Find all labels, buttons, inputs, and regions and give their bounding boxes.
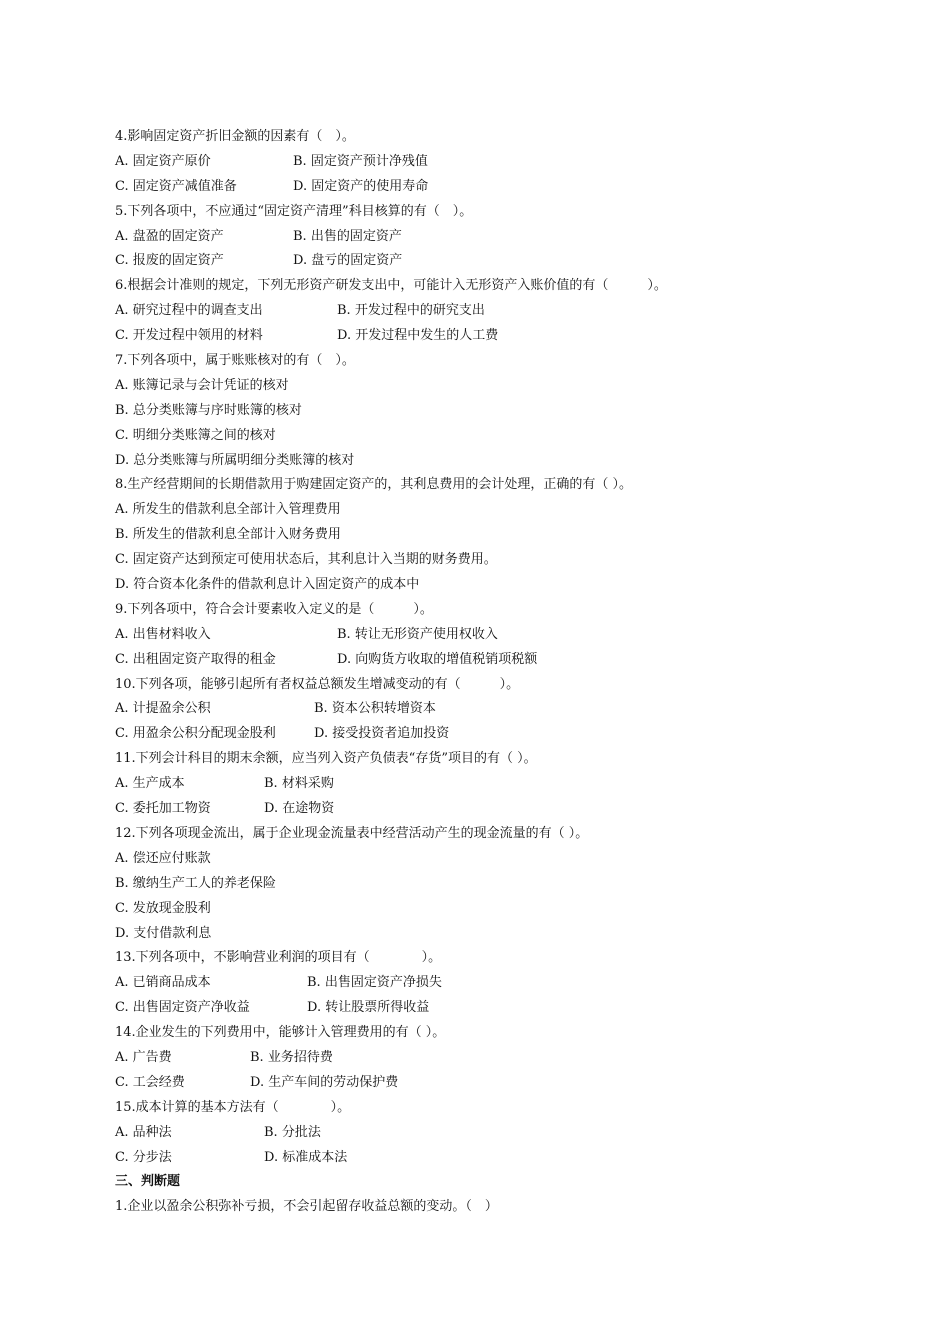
answer-option: A. 已销商品成本 (115, 975, 211, 991)
answer-option: D. 转让股票所得收益 (307, 1000, 430, 1016)
answer-option: A. 研究过程中的调查支出 (115, 303, 263, 319)
answer-option: C. 用盈余公积分配现金股利 (115, 726, 276, 742)
question-line: D. 支付借款利息 (115, 925, 212, 941)
answer-option: A. 计提盈余公积 (115, 701, 211, 717)
option-row (115, 249, 895, 274)
answer-option: B. 业务招待费 (250, 1049, 333, 1065)
answer-option: C. 工会经费 (115, 1074, 185, 1090)
answer-option: D. 盘亏的固定资产 (293, 253, 403, 269)
answer-option: D. 标准成本法 (264, 1149, 348, 1165)
question-line: 9.下列各项中，符合会计要素收入定义的是（ ）。 (115, 601, 433, 617)
question-line: B. 总分类账簿与序时账簿的核对 (115, 402, 302, 418)
answer-option: C. 委托加工物资 (115, 801, 211, 817)
answer-option: B. 转让无形资产使用权收入 (337, 626, 498, 642)
question-line: 8.生产经营期间的长期借款用于购建固定资产的，其利息费用的会计处理，正确的有（ ）。 (115, 477, 633, 493)
answer-option: A. 品种法 (115, 1124, 172, 1140)
answer-option: C. 固定资产减值准备 (115, 178, 237, 194)
option-row (115, 697, 895, 722)
question-line: C. 明细分类账簿之间的核对 (115, 427, 276, 443)
question-line: 5.下列各项中，不应通过“固定资产清理”科目核算的有（ ）。 (115, 203, 473, 219)
answer-option: B. 材料采购 (264, 776, 334, 792)
answer-option: B. 固定资产预计净残值 (293, 153, 428, 169)
option-row (115, 1146, 895, 1171)
answer-option: A. 出售材料收入 (115, 626, 211, 642)
question-line: B. 所发生的借款利息全部计入财务费用 (115, 527, 341, 543)
answer-option: C. 分步法 (115, 1149, 172, 1165)
answer-option: C. 报废的固定资产 (115, 253, 224, 269)
question-line: A. 偿还应付账款 (115, 850, 211, 866)
option-row (115, 175, 895, 200)
question-line: C. 发放现金股利 (115, 900, 211, 916)
answer-option: A. 广告费 (115, 1049, 172, 1065)
question-line: 6.根据会计准则的规定，下列无形资产研发支出中，可能计入无形资产入账价值的有（ ）。 (115, 278, 667, 294)
option-row (115, 996, 895, 1021)
answer-option: C. 出租固定资产取得的租金 (115, 651, 276, 667)
option-row (115, 623, 895, 648)
answer-option: A. 固定资产原价 (115, 153, 211, 169)
answer-option: B. 资本公积转增资本 (314, 701, 436, 717)
option-row (115, 971, 895, 996)
answer-option: D. 生产车间的劳动保护费 (250, 1074, 399, 1090)
question-line: 14.企业发生的下列费用中，能够计入管理费用的有（ ）。 (115, 1025, 446, 1041)
question-line: C. 固定资产达到预定可使用状态后，其利息计入当期的财务费用。 (115, 552, 497, 568)
answer-option: D. 接受投资者追加投资 (314, 726, 450, 742)
answer-option: C. 出售固定资产净收益 (115, 1000, 250, 1016)
question-line: 10.下列各项，能够引起所有者权益总额发生增减变动的有（ ）。 (115, 676, 520, 692)
answer-option: B. 出售固定资产净损失 (307, 975, 442, 991)
answer-option: A. 生产成本 (115, 776, 185, 792)
question-line: 7.下列各项中，属于账账核对的有（ ）。 (115, 353, 355, 369)
answer-option: B. 分批法 (264, 1124, 321, 1140)
question-line: A. 所发生的借款利息全部计入管理费用 (115, 502, 341, 518)
question-line: A. 账簿记录与会计凭证的核对 (115, 377, 289, 393)
answer-option: B. 开发过程中的研究支出 (337, 303, 485, 319)
answer-option: D. 向购货方收取的增值税销项税额 (337, 651, 538, 667)
question-line: 4.影响固定资产折旧金额的因素有（ ）。 (115, 129, 355, 144)
answer-option: C. 开发过程中领用的材料 (115, 328, 263, 344)
question-line: 13.下列各项中，不影响营业利润的项目有（ ）。 (115, 950, 442, 966)
option-row (115, 1071, 895, 1096)
question-line: B. 缴纳生产工人的养老保险 (115, 875, 276, 891)
option-row (115, 797, 895, 822)
question-line: D. 总分类账簿与所属明细分类账簿的核对 (115, 452, 355, 468)
option-row (115, 299, 895, 324)
option-row (115, 150, 895, 175)
question-line: 15.成本计算的基本方法有（ ）。 (115, 1099, 351, 1115)
option-row (115, 772, 895, 797)
option-row (115, 722, 895, 747)
question-line: 11.下列会计科目的期末余额，应当列入资产负债表“存货”项目的有（ ）。 (115, 751, 537, 767)
option-row (115, 648, 895, 673)
option-row (115, 225, 895, 250)
option-row (115, 1046, 895, 1071)
section-heading: 三、判断题 (115, 1174, 181, 1190)
answer-option: D. 在途物资 (264, 801, 335, 817)
exam-questions (115, 125, 895, 1220)
question-line: 1.企业以盈余公积弥补亏损，不会引起留存收益总额的变动。（ ） (115, 1199, 498, 1215)
question-line: 12.下列各项现金流出，属于企业现金流量表中经营活动产生的现金流量的有（ ）。 (115, 825, 589, 841)
option-row (115, 1121, 895, 1146)
answer-option: D. 固定资产的使用寿命 (293, 178, 429, 194)
question-line: D. 符合资本化条件的借款利息计入固定资产的成本中 (115, 577, 420, 593)
answer-option: A. 盘盈的固定资产 (115, 228, 224, 244)
answer-option: B. 出售的固定资产 (293, 228, 402, 244)
option-row (115, 324, 895, 349)
answer-option: D. 开发过程中发生的人工费 (337, 328, 499, 344)
